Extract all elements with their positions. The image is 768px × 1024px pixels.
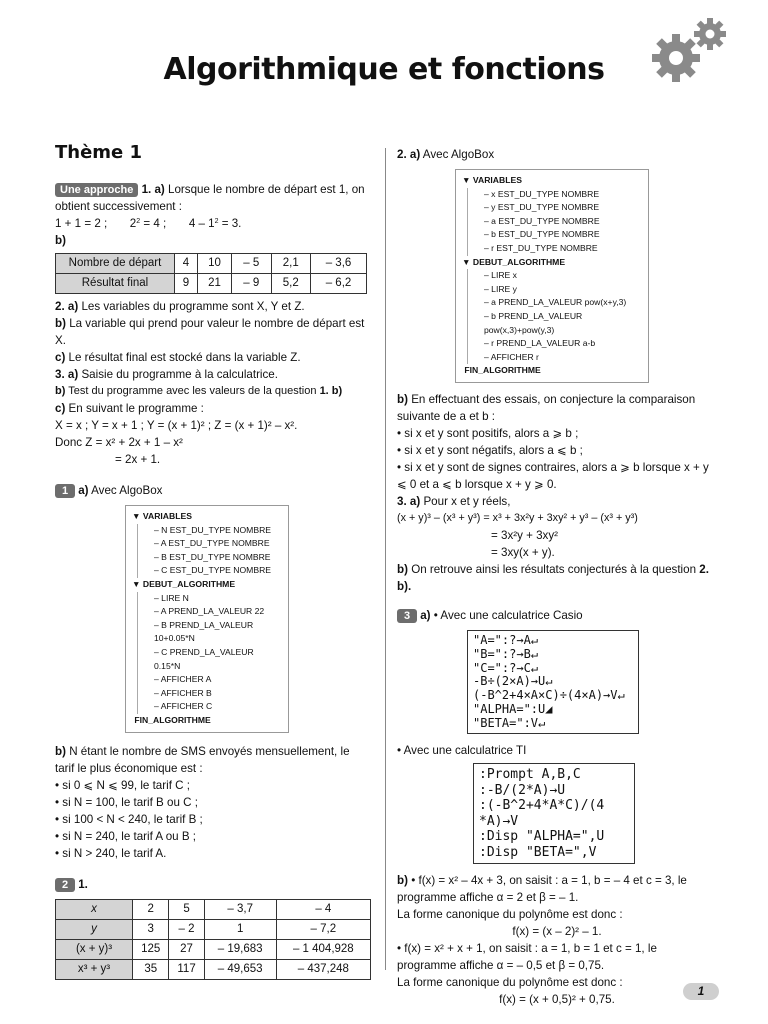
table-row: Nombre de départ 4 10 – 5 2,1 – 3,6: [56, 254, 367, 274]
list-item: • si x et y sont négatifs, alors a ⩽ b ;: [397, 443, 583, 457]
table-row: (x + y)³ 125 27 – 19,683 – 1 404,928: [56, 939, 371, 959]
right-column: 2. a) Avec AlgoBox ▼ VARIABLES – x EST_DU_TYPE NOMBRE – y EST_DU_TYPE NOMBRE – a EST_DU_TYPE NOMBRE – b EST_DU_TYPE NOMBRE – r EST_DU_TYPE NOMBRE ▼ DEBUT_ALGORITHME – LIRE x – LIRE y – a PREND_LA_VALEUR pow(x+y,3) – b PREND_LA_VALEUR pow(x,3)+pow(y,3) – r PREND_LA_VALEUR a-b – AFFICHER r FIN_ALGORITHME b) En effectuant des essais, on conjecture la comparaison suivante de a et b : • si x et y sont positifs, alors a ⩾ b ; • si x et y sont négatifs, alors a ⩽ b ; • si x et y sont de signes contraires, alors a ⩾ b lorsque x + y ⩽ 0 et a ⩽ b lorsque x + y ⩾ 0. 3. a) Pour x et y réels, (x + y)³ – (x³ + y³) = x³ + 3x²y + 3xy² + y³ – (x³ + y³) = 3x²y + 3xy² = 3xy(x + y). b) On retrouve ainsi les résultats conjecturés à la question 2. b). 3 a) • Avec une calculatrice Casio "A=":?→A↵ "B=":?→B↵ "C=":?→C↵ -B÷(2×A)→U↵ (-B^2+4×A×C)÷(4×A)→V↵ "ALPHA=":U◢ "BETA=":V↵ • Avec une calculatrice TI :Prompt A,B,C :-B/(2*A)→U :(-B^2+4*A*C)/(4 *A)→V :Disp "ALPHA=",U :Disp "BETA=",V b) • f(x) = x² – 4x + 3, on saisit : a = 1, b = – 4 et c = 3, le programme affiche α = 2 et β = – 1. La forme canonique du polynôme est donc : f(x) = (x – 2)² – 1. • f(x) = x² + x + 1, on saisit : a = 1, b = 1 et c = 1, le programme affiche α = – 0,5 et β = 0,75. La forme canonique du polynôme est donc : f(x) = (x + 0,5)² + 0,75.: [397, 146, 717, 1008]
table-row: y 3 – 2 1 – 7,2: [56, 919, 371, 939]
exercise-badge: 2: [55, 878, 75, 892]
theme-heading: Thème 1: [55, 142, 143, 163]
equation: = 3x²y + 3xy²: [491, 528, 559, 542]
equation: f(x) = (x + 0,5)² + 0,75.: [499, 993, 615, 1007]
exercise-badge: 1: [55, 484, 75, 498]
ti-program: :Prompt A,B,C :-B/(2*A)→U :(-B^2+4*A*C)/(4 *A)→V :Disp "ALPHA=",U :Disp "BETA=",V: [473, 763, 635, 864]
approche-paragraph: Une approche 1. a) Lorsque le nombre de départ est 1, on obtient successivement :: [55, 183, 365, 213]
calc-line: 1 + 1 = 2 ; $2^2 = 4$ ; $4 - 1^2 = 3$.: [55, 217, 242, 230]
list-item: • si N = 100, le tarif B ou C ;: [55, 795, 198, 809]
left-column: Thème 1 Une approche 1. a) Lorsque le nombre de départ est 1, on obtient successivement : 1 + 1 = 2 ; $2^2 = 4$ ; $4 - 1^2 = 3$. b) Nombre de départ 4 10 – 5 2,1 – 3,6 Résultat final 9 21 – 9 5,2 – 6,2 2. a) Les variables du programme sont X, Y et Z. b) La variable qui prend pour valeur le nombre de départ est X. c) Le résultat final est stocké dans la variable Z. 3. a) Saisie du programme à la calculatrice. b) Test du programme avec les valeurs de la question 1. b) c) En suivant le programme : X = x ; Y = x + 1 ; Y = (x + 1)² ; Z = (x + 1)² – x². Donc Z = x² + 2x + 1 – x² = 2x + 1. 1 a) Avec AlgoBox ▼ VARIABLES – N EST_DU_TYPE NOMBRE – A EST_DU_TYPE NOMBRE – B EST_DU_TYPE NOMBRE – C EST_DU_TYPE NOMBRE ▼ DEBUT_ALGORITHME – LIRE N – A PREND_LA_VALEUR 22 – B PREND_LA_VALEUR 10+0.05*N – C PREND_LA_VALEUR 0.15*N – AFFICHER A – AFFICHER B – AFFICHER C FIN_ALGORITHME b) N étant le nombre de SMS envoyés mensuellement, le tarif le plus économique est : • si 0 ⩽ N ⩽ 99, le tarif C ; • si N = 100, le tarif B ou C ; • si 100 < N < 240, le tarif B ; • si N = 240, le tarif A ou B ; • si N > 240, le tarif A. 2 1. x 2 5 – 3,7 – 4 y 3 – 2 1 – 7,2 (x + y)³ 125 27 – 19,683 – 1 404,928 x³ + y³ 35 117 – 49,653 – 437,248: [55, 140, 371, 980]
list-item: • si N > 240, le tarif A.: [55, 846, 167, 860]
column-divider: [385, 148, 386, 970]
equation: = 2x + 1.: [115, 453, 161, 466]
list-item: • si 100 < N < 240, le tarif B ;: [55, 812, 203, 826]
equation: f(x) = (x – 2)² – 1.: [512, 925, 602, 939]
list-item: • si x et y sont positifs, alors a ⩾ b ;: [397, 426, 579, 440]
exercise-badge: 3: [397, 609, 417, 623]
list-item: • si x et y sont de signes contraires, alors a ⩾ b lorsque x + y ⩽ 0 et a ⩽ b lorsque x + y ⩾ 0.: [397, 460, 709, 491]
equation: Donc Z = x² + 2x + 1 – x²: [55, 436, 183, 449]
page-title: Algorithmique et fonctions: [163, 52, 605, 87]
page-number: 1: [683, 983, 719, 1000]
algobox-listing-2: ▼ VARIABLES – x EST_DU_TYPE NOMBRE – y EST_DU_TYPE NOMBRE – a EST_DU_TYPE NOMBRE – b EST_DU_TYPE NOMBRE – r EST_DU_TYPE NOMBRE ▼ DEBUT_ALGORITHME – LIRE x – LIRE y – a PREND_LA_VALEUR pow(x+y,3) – b PREND_LA_VALEUR pow(x,3)+pow(y,3) – r PREND_LA_VALEUR a-b – AFFICHER r FIN_ALGORITHME: [455, 169, 649, 383]
list-item: • si N = 240, le tarif A ou B ;: [55, 829, 197, 843]
table-row: Résultat final 9 21 – 9 5,2 – 6,2: [56, 274, 367, 294]
approche-badge: Une approche: [55, 183, 138, 197]
list-item: • si 0 ⩽ N ⩽ 99, le tarif C ;: [55, 778, 190, 792]
table-row: x³ + y³ 35 117 – 49,653 – 437,248: [56, 959, 371, 979]
equation: = 3xy(x + y).: [491, 545, 555, 559]
table-xy: [55, 899, 371, 980]
casio-program: "A=":?→A↵ "B=":?→B↵ "C=":?→C↵ -B÷(2×A)→U↵ (-B^2+4×A×C)÷(4×A)→V↵ "ALPHA=":U◢ "BETA=":V↵: [467, 630, 639, 735]
equation: X = x ; Y = x + 1 ; Y = (x + 1)² ; Z = (x + 1)² – x².: [55, 419, 298, 432]
algobox-listing-1: ▼ VARIABLES – N EST_DU_TYPE NOMBRE – A EST_DU_TYPE NOMBRE – B EST_DU_TYPE NOMBRE – C EST_DU_TYPE NOMBRE ▼ DEBUT_ALGORITHME – LIRE N – A PREND_LA_VALEUR 22 – B PREND_LA_VALEUR 10+0.05*N – C PREND_LA_VALEUR 0.15*N – AFFICHER A – AFFICHER B – AFFICHER C FIN_ALGORITHME: [125, 505, 289, 733]
equation: (x + y)³ – (x³ + y³) = x³ + 3x²y + 3xy² + y³ – (x³ + y³): [397, 511, 638, 524]
table-row: x 2 5 – 3,7 – 4: [56, 899, 371, 919]
table-depart-resultat: [55, 253, 367, 294]
